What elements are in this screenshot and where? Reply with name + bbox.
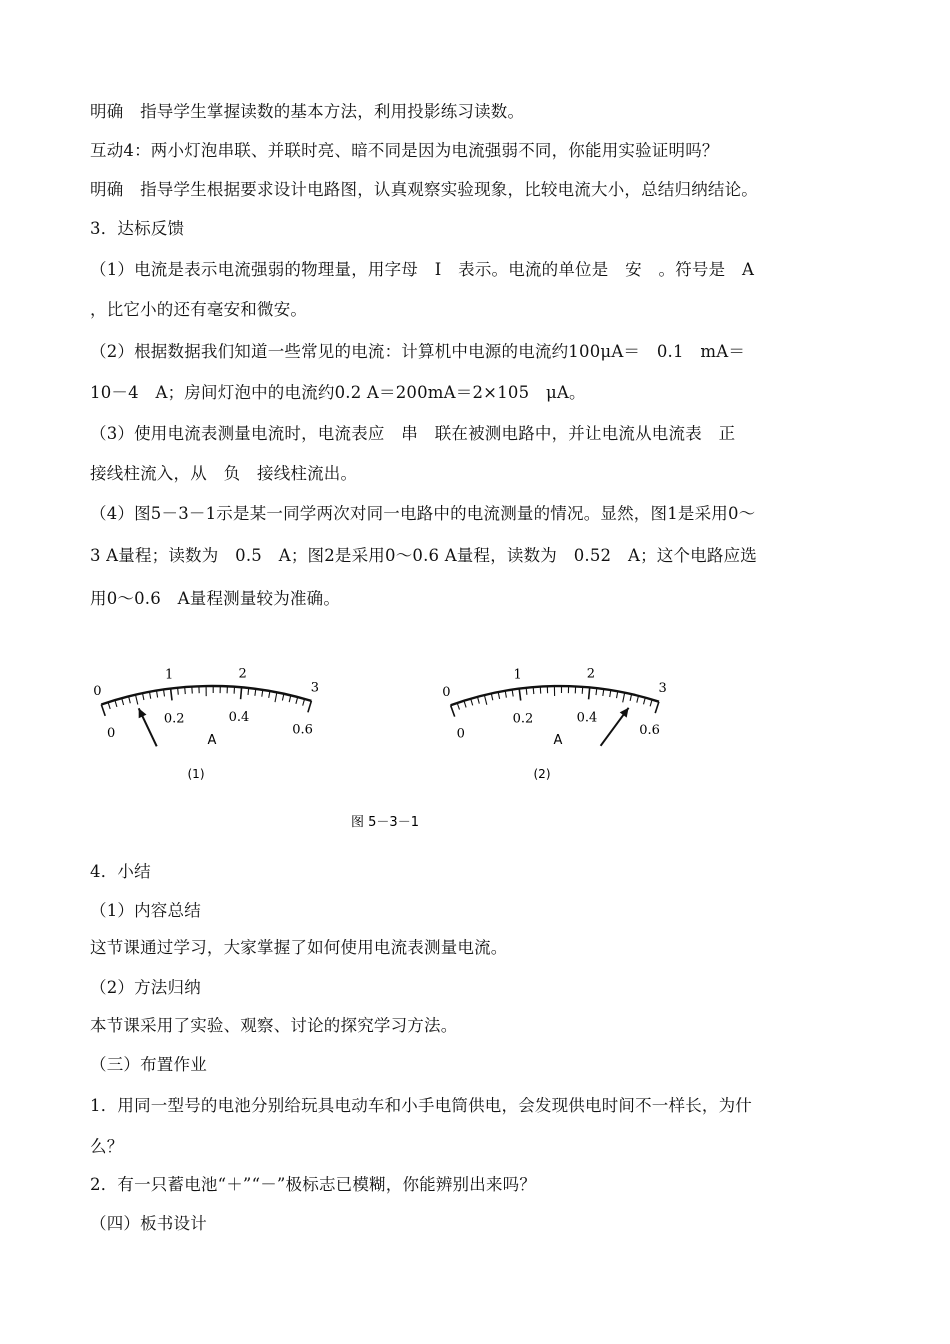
scale-tick bbox=[129, 696, 131, 703]
text-line: 10－4 A；房间灯泡中的电流约0.2 A＝200mA＝2×105 μA。 bbox=[90, 383, 586, 402]
scale-tick bbox=[589, 687, 590, 699]
lower-scale-label: 0.2 bbox=[163, 711, 185, 727]
text-line: 1．用同一型号的电池分别给玩具电动车和小手电筒供电，会发现供电时间不一样长，为什 bbox=[90, 1096, 752, 1115]
ammeter-diagram bbox=[93, 636, 680, 836]
scale-tick bbox=[451, 705, 455, 716]
upper-scale-label: 2 bbox=[586, 666, 596, 682]
text-line: 2．有一只蓄电池“＋”“－”极标志已模糊，你能辨别出来吗？ bbox=[90, 1175, 537, 1194]
scale-tick bbox=[526, 688, 527, 695]
figure-caption: 图 5－3－1 bbox=[351, 815, 419, 830]
scale-tick bbox=[101, 705, 105, 716]
upper-scale-label: 1 bbox=[513, 667, 522, 683]
upper-scale-label: 1 bbox=[164, 667, 174, 683]
text-line: ，比它小的还有毫安和微安。 bbox=[90, 300, 308, 319]
lower-scale-label: 0.6 bbox=[639, 723, 660, 739]
upper-scale-label: 3 bbox=[310, 680, 320, 696]
scale-tick bbox=[143, 693, 144, 700]
dial-label: (2) bbox=[533, 767, 551, 781]
text-line: （1）内容总结 bbox=[90, 901, 201, 920]
text-line: 3 A量程；读数为 0.5 A；图2是采用0～0.6 A量程，读数为 0.52 A；这个电路应选 bbox=[90, 546, 757, 565]
ammeter-figure bbox=[93, 636, 680, 836]
lower-scale-label: 0.4 bbox=[576, 710, 598, 726]
scale-tick bbox=[178, 688, 179, 695]
dial-label: (1) bbox=[187, 767, 205, 781]
scale-tick bbox=[498, 692, 499, 699]
ammeter-dial-2 bbox=[442, 666, 666, 781]
text-line: 互动4：两小灯泡串联、并联时亮、暗不同是因为电流强弱不同，你能用实验证明吗？ bbox=[90, 141, 719, 160]
text-line: （1）电流是表示电流强弱的物理量，用字母 I 表示。电流的单位是 安 。符号是 A bbox=[90, 260, 755, 279]
scale-tick bbox=[185, 687, 186, 694]
unit-label: A bbox=[553, 733, 563, 748]
scale-tick bbox=[108, 702, 110, 709]
text-line: 这节课通过学习，大家掌握了如何使用电流表测量电流。 bbox=[90, 938, 508, 957]
scale-tick bbox=[519, 689, 521, 701]
scale-tick bbox=[655, 702, 659, 713]
scale-tick bbox=[150, 692, 151, 699]
upper-scale-label: 3 bbox=[658, 681, 667, 697]
scale-tick bbox=[157, 691, 158, 698]
pointer-arrowhead bbox=[620, 708, 629, 718]
section-heading: 4．小结 bbox=[90, 862, 151, 881]
scale-tick bbox=[296, 697, 298, 704]
scale-tick bbox=[464, 701, 466, 708]
text-line: （3）使用电流表测量电流时，电流表应 串 联在被测电路中，并让电流从电流表 正 bbox=[90, 424, 736, 443]
lower-scale-label: 0 bbox=[456, 726, 465, 742]
lower-scale-label: 0.6 bbox=[292, 722, 313, 738]
scale-tick bbox=[630, 694, 632, 701]
scale-tick bbox=[136, 695, 138, 705]
scale-tick bbox=[533, 687, 534, 694]
text-line: 么？ bbox=[90, 1137, 124, 1156]
scale-tick bbox=[289, 695, 291, 702]
text-line: （2）根据数据我们知道一些常见的电流：计算机中电源的电流约100μA＝ 0.1 mA＝ bbox=[90, 342, 746, 361]
scale-tick bbox=[457, 703, 459, 710]
upper-scale-label: 2 bbox=[238, 666, 247, 682]
text-line: （4）图5－3－1示是某一同学两次对同一电路中的电流测量的情况。显然，图1是采用0～ bbox=[90, 504, 756, 523]
scale-tick bbox=[248, 688, 249, 695]
scale-tick bbox=[275, 692, 277, 702]
text-line: （2）方法归纳 bbox=[90, 978, 201, 997]
scale-tick bbox=[241, 687, 242, 699]
scale-tick bbox=[269, 691, 270, 698]
scale-tick bbox=[582, 687, 583, 694]
scale-tick bbox=[650, 700, 652, 707]
scale-tick bbox=[610, 690, 611, 697]
section-heading: （四）板书设计 bbox=[90, 1214, 207, 1233]
unit-label: A bbox=[207, 733, 217, 748]
scale-tick bbox=[637, 696, 639, 703]
upper-scale-label: 0 bbox=[93, 684, 102, 700]
scale-tick bbox=[115, 700, 117, 707]
upper-scale-label: 0 bbox=[442, 685, 451, 700]
text-line: 接线柱流入，从 负 接线柱流出。 bbox=[90, 464, 358, 483]
scale-tick bbox=[644, 698, 646, 705]
text-line: 用0～0.6 A量程测量较为准确。 bbox=[90, 589, 341, 608]
scale-tick bbox=[617, 691, 618, 698]
scale-tick bbox=[171, 689, 172, 701]
scale-tick bbox=[623, 693, 625, 703]
lower-scale-label: 0.2 bbox=[512, 711, 534, 727]
section-heading: 3．达标反馈 bbox=[90, 219, 185, 238]
section-heading: （三）布置作业 bbox=[90, 1055, 207, 1074]
scale-tick bbox=[282, 694, 284, 701]
lower-scale-label: 0.4 bbox=[228, 710, 250, 726]
scale-tick bbox=[491, 694, 493, 701]
text-line: 本节课采用了实验、观察、讨论的探究学习方法。 bbox=[90, 1016, 458, 1035]
scale-tick bbox=[308, 701, 312, 712]
scale-tick bbox=[122, 698, 124, 705]
lower-scale-label: 0 bbox=[106, 725, 116, 741]
scale-tick bbox=[484, 695, 486, 705]
text-line: 明确 指导学生掌握读数的基本方法，利用投影练习读数。 bbox=[90, 102, 525, 121]
scale-tick bbox=[192, 687, 193, 694]
text-line: 明确 指导学生根据要求设计电路图，认真观察实验现象，比较电流大小，总结归纳结论。 bbox=[90, 180, 758, 199]
scale-tick bbox=[471, 699, 473, 706]
ammeter-dial-1 bbox=[93, 666, 319, 781]
